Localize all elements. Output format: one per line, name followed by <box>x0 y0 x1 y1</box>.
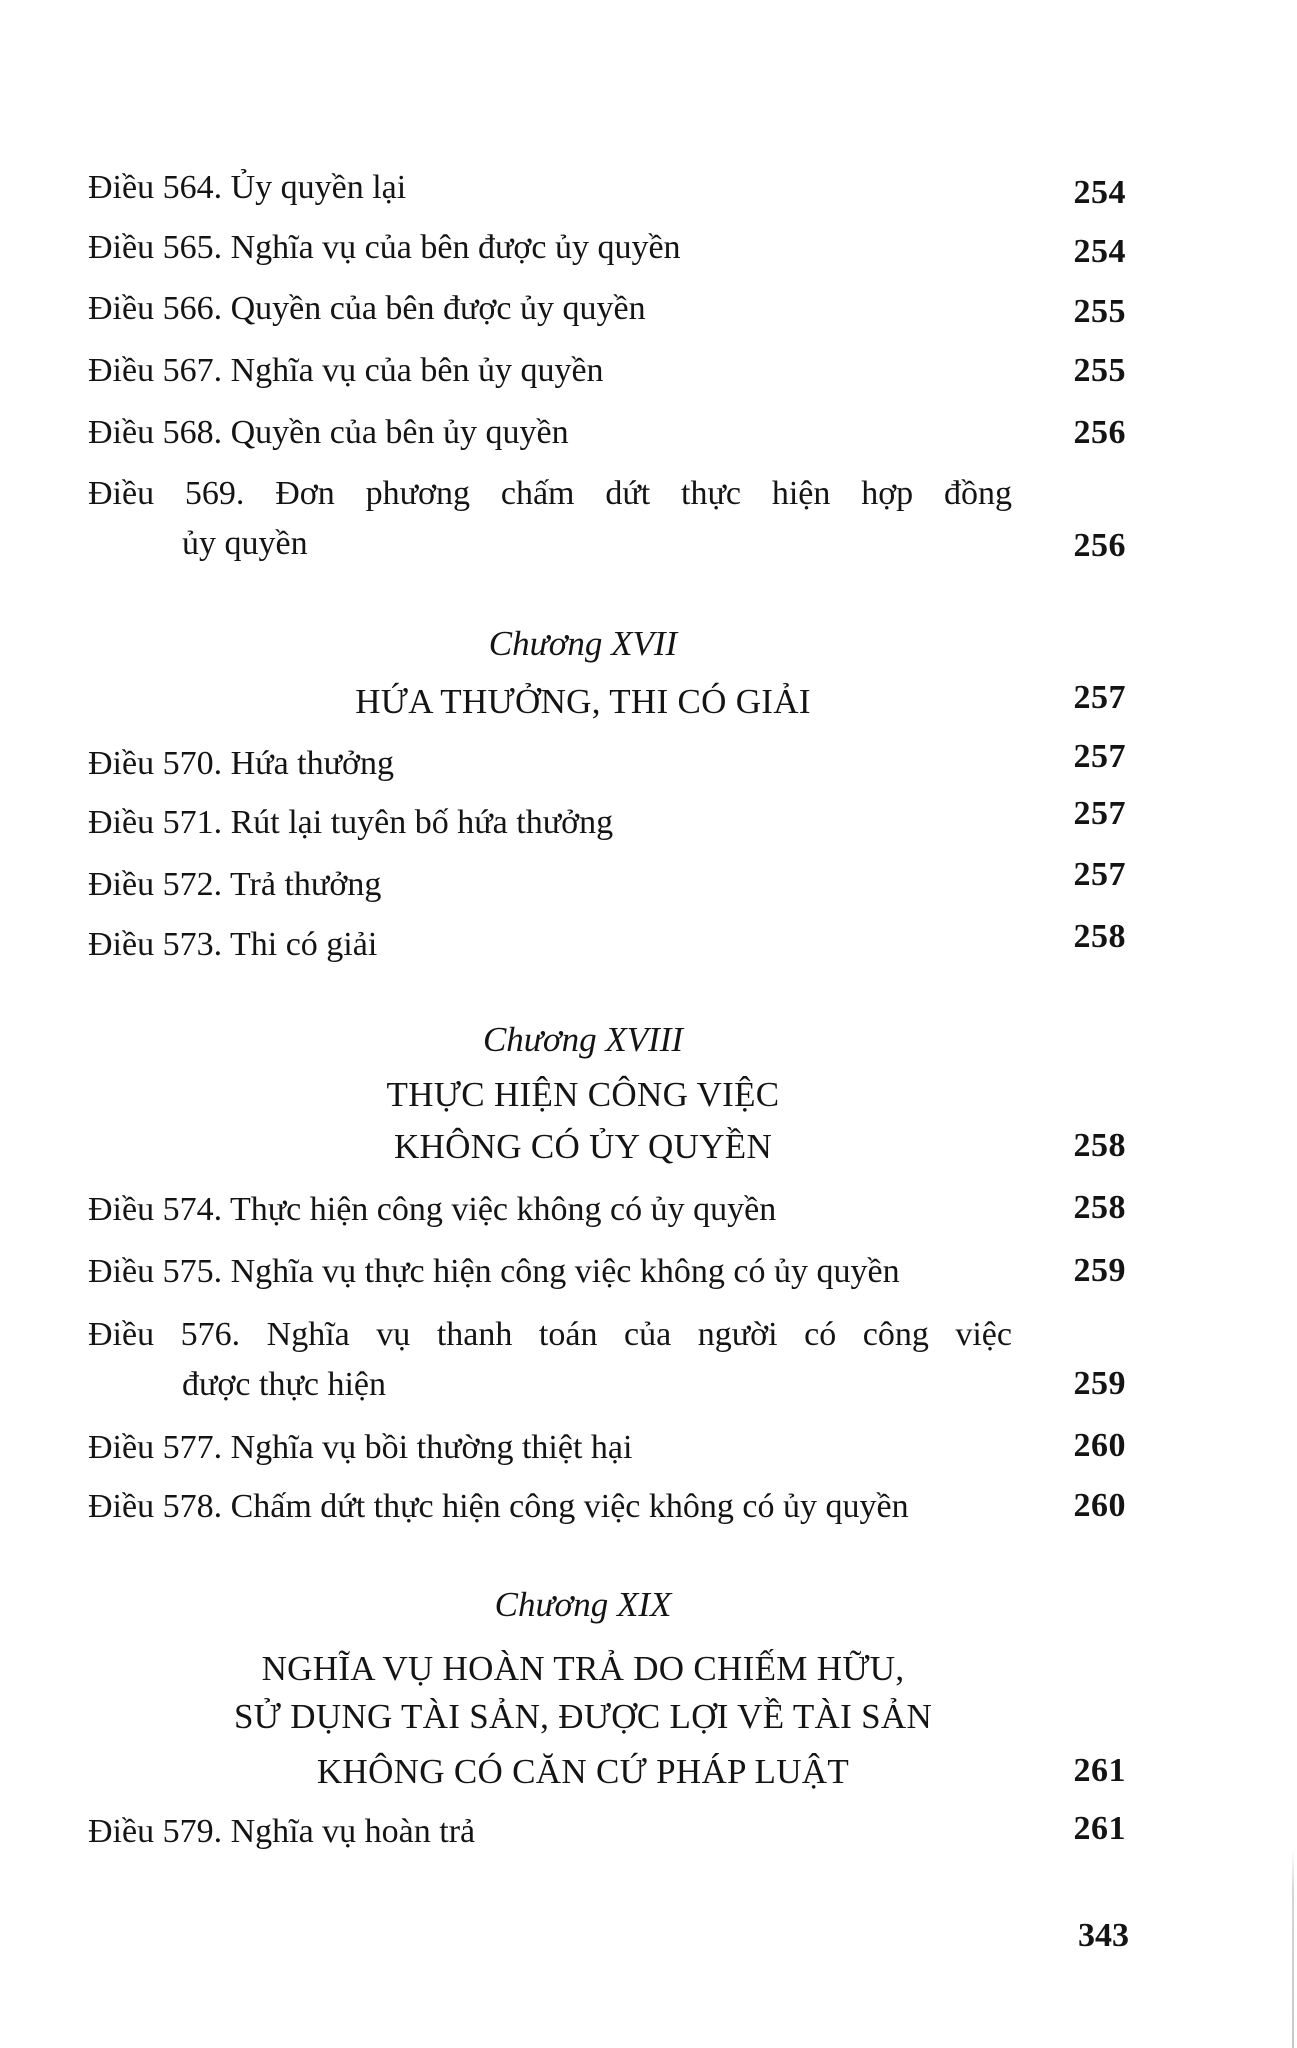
toc-entry-page: 256 <box>1073 414 1126 451</box>
toc-entry-label-continuation: được thực hiện <box>182 1366 386 1403</box>
toc-entry-label: Điều 572. Trả thưởng <box>88 866 382 903</box>
toc-entry-page: 255 <box>1073 293 1126 330</box>
toc-entry-label: Điều 578. Chấm dứt thực hiện công việc không có ủy quyền <box>88 1488 909 1525</box>
toc-entry-page: 258 <box>1073 918 1126 955</box>
toc-entry-label: Điều 568. Quyền của bên ủy quyền <box>88 414 569 451</box>
chapter-label: Chương XVII <box>488 624 678 663</box>
toc-entry-page: 254 <box>1073 174 1126 211</box>
chapter-page: 261 <box>1073 1752 1126 1789</box>
toc-entry-page: 256 <box>1073 527 1126 564</box>
toc-entry-page: 255 <box>1073 352 1126 389</box>
toc-entry-page: 257 <box>1073 856 1126 893</box>
toc-entry-label: Điều 577. Nghĩa vụ bồi thường thiệt hại <box>88 1429 633 1466</box>
chapter-title-line-3: KHÔNG CÓ CĂN CỨ PHÁP LUẬT <box>316 1752 850 1791</box>
toc-entry-page: 260 <box>1073 1427 1126 1464</box>
chapter-title-line-1: NGHĨA VỤ HOÀN TRẢ DO CHIẾM HỮU, <box>261 1649 905 1688</box>
toc-entry-page: 261 <box>1073 1810 1126 1847</box>
toc-entry-label: Điều 565. Nghĩa vụ của bên được ủy quyền <box>88 229 681 266</box>
toc-entry-page: 257 <box>1073 738 1126 775</box>
chapter-title-line-1: THỰC HIỆN CÔNG VIỆC <box>386 1075 780 1114</box>
toc-entry-label: Điều 569. Đơn phương chấm dứt thực hiện hợp đồng <box>88 475 1012 512</box>
toc-entry-label: Điều 564. Ủy quyền lại <box>88 169 407 206</box>
chapter-title-line-2: KHÔNG CÓ ỦY QUYỀN <box>393 1127 773 1166</box>
toc-entry-label-continuation: ủy quyền <box>182 525 308 562</box>
toc-entry-label: Điều 566. Quyền của bên được ủy quyền <box>88 290 646 327</box>
chapter-title: HỨA THƯỞNG, THI CÓ GIẢI <box>355 682 811 721</box>
toc-entry-page: 257 <box>1073 795 1126 832</box>
toc-entry-label: Điều 573. Thi có giải <box>88 926 378 963</box>
page-edge-shadow <box>1292 1850 1294 2048</box>
toc-entry-label: Điều 570. Hứa thưởng <box>88 745 395 782</box>
chapter-label: Chương XIX <box>494 1585 672 1624</box>
chapter-page: 258 <box>1073 1127 1126 1164</box>
toc-entry-label: Điều 576. Nghĩa vụ thanh toán của người có công việc <box>88 1316 1012 1353</box>
toc-entry-label: Điều 574. Thực hiện công việc không có ủy quyền <box>88 1191 777 1228</box>
toc-entry-page: 259 <box>1073 1252 1126 1289</box>
toc-entry-label: Điều 571. Rút lại tuyên bố hứa thưởng <box>88 804 614 841</box>
chapter-label: Chương XVIII <box>482 1020 684 1059</box>
toc-entry-page: 258 <box>1073 1189 1126 1226</box>
toc-entry-label: Điều 575. Nghĩa vụ thực hiện công việc không có ủy quyền <box>88 1253 900 1290</box>
toc-entry-page: 259 <box>1073 1365 1126 1402</box>
toc-entry-label: Điều 567. Nghĩa vụ của bên ủy quyền <box>88 352 604 389</box>
chapter-page: 257 <box>1073 679 1126 716</box>
toc-entry-label: Điều 579. Nghĩa vụ hoàn trả <box>88 1813 476 1850</box>
toc-entry-page: 260 <box>1073 1487 1126 1524</box>
footer-page-number: 343 <box>1078 1917 1129 1954</box>
chapter-title-line-2: SỬ DỤNG TÀI SẢN, ĐƯỢC LỢI VỀ TÀI SẢN <box>233 1697 933 1736</box>
toc-entry-page: 254 <box>1073 233 1126 270</box>
